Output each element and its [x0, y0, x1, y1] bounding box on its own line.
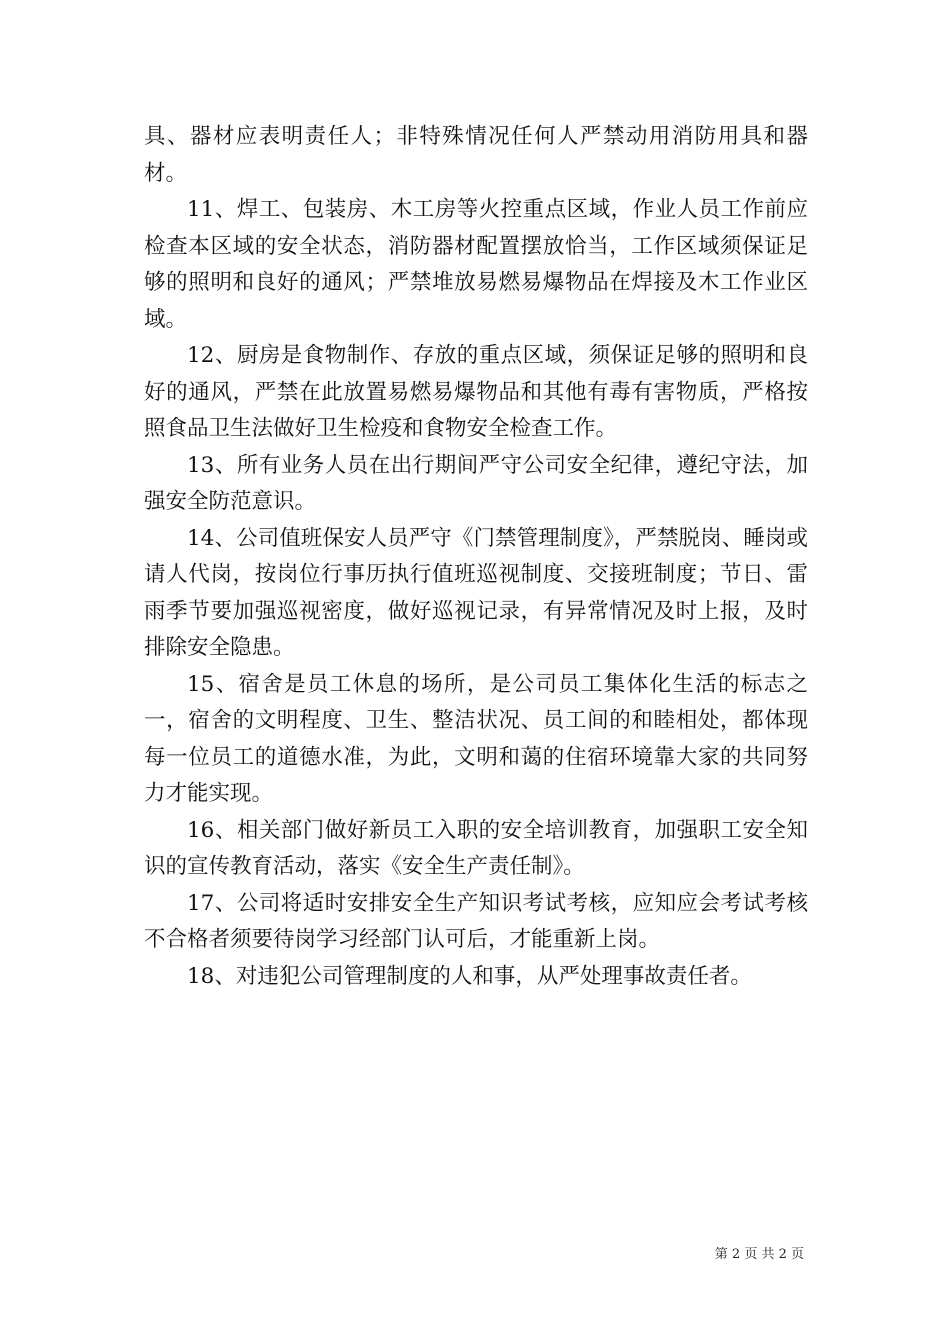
page-number-footer: 第 2 页 共 2 页: [714, 1247, 804, 1262]
paragraph-item-14: 14、公司值班保安人员严守《门禁管理制度》，严禁脱岗、睡岗或请人代岗，按岗位行事历执行值班巡视制度、交接班制度；节日、雷雨季节要加强巡视密度，做好巡视记录，有异常情况及时上报，及时排除安全隐患。: [144, 525, 808, 660]
paragraph-item-17: 17、公司将适时安排安全生产知识考试考核，应知应会考试考核不合格者须要待岗学习经部门认可后，才能重新上岗。: [144, 890, 808, 952]
paragraph-item-15: 15、宿舍是员工休息的场所，是公司员工集体化生活的标志之一，宿舍的文明程度、卫生、整洁状况、员工间的和睦相处，都体现每一位员工的道德水准，为此，文明和蔼的住宿环境靠大家的共同努力才能实现。: [144, 671, 808, 806]
paragraph-continuation: 具、器材应表明责任人；非特殊情况任何人严禁动用消防用具和器材。: [144, 124, 808, 186]
paragraph-item-11: 11、焊工、包装房、木工房等火控重点区域，作业人员工作前应检查本区域的安全状态，消防器材配置摆放恰当，工作区域须保证足够的照明和良好的通风；严禁堆放易燃易爆物品在焊接及木工作业区域。: [144, 197, 808, 332]
paragraph-item-13: 13、所有业务人员在出行期间严守公司安全纪律，遵纪守法，加强安全防范意识。: [144, 452, 808, 514]
document-body: [144, 119, 808, 995]
paragraph-item-16: 16、相关部门做好新员工入职的安全培训教育，加强职工安全知识的宣传教育活动，落实《安全生产责任制》。: [144, 817, 808, 879]
paragraph-item-18: 18、对违犯公司管理制度的人和事，从严处理事故责任者。: [187, 963, 752, 989]
paragraph-item-12: 12、厨房是食物制作、存放的重点区域，须保证足够的照明和良好的通风，严禁在此放置易燃易爆物品和其他有毒有害物质，严格按照食品卫生法做好卫生检疫和食物安全检查工作。: [144, 343, 808, 441]
